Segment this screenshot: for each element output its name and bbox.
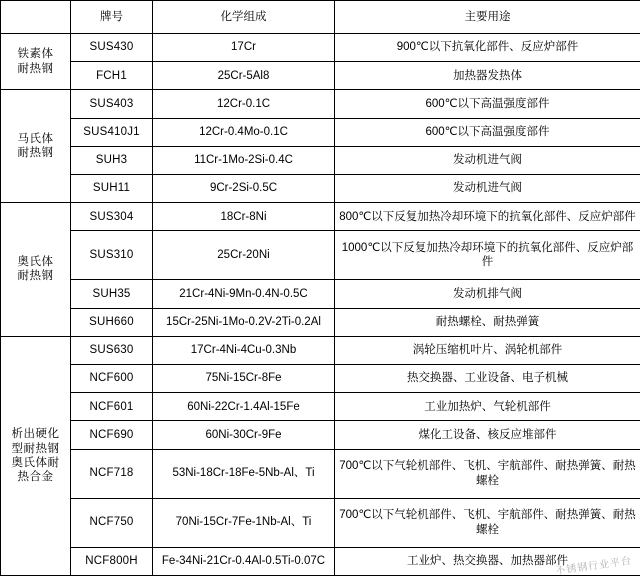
table-header [1, 1, 640, 34]
grade-cell: NCF600 [71, 364, 153, 392]
grade-cell: NCF601 [71, 393, 153, 421]
category-line: 耐热钢 [4, 146, 67, 160]
usage-cell: 煤化工设备、核反应堆部件 [335, 421, 640, 449]
grade-cell: SUS310 [71, 231, 153, 280]
usage-cell: 700℃以下气轮机部件、飞机、宇航部件、耐热弹簧、耐热螺栓 [335, 498, 640, 547]
table-body [1, 34, 640, 576]
composition-cell: 11Cr-1Mo-2Si-0.4C [153, 146, 335, 174]
composition-cell: 9Cr-2Si-0.5C [153, 174, 335, 202]
table-row [1, 90, 640, 118]
table-row [1, 393, 640, 421]
usage-cell: 800℃以下反复加热冷却环境下的抗氧化部件、反应炉部件 [335, 203, 640, 231]
usage-cell: 1000℃以下反复加热冷却环境下的抗氧化部件、反应炉部件 [335, 231, 640, 280]
usage-cell: 热交换器、工业设备、电子机械 [335, 364, 640, 392]
watermark-text: 不锈钢行业平台 [554, 552, 632, 577]
grade-cell: NCF690 [71, 421, 153, 449]
header-category [1, 1, 71, 34]
table-row [1, 547, 640, 575]
category-line: 奥氏体耐 [4, 456, 67, 470]
table-row [1, 231, 640, 280]
composition-cell: 53Ni-18Cr-18Fe-5Nb-Al、Ti [153, 449, 335, 498]
table-row [1, 421, 640, 449]
usage-cell: 发动机进气阀 [335, 146, 640, 174]
category-line: 奥氏体 [4, 255, 67, 269]
category-line: 析出硬化 [4, 427, 67, 441]
table-row [1, 34, 640, 62]
composition-cell: 15Cr-25Ni-1Mo-0.2V-2Ti-0.2Al [153, 308, 335, 336]
table-row [1, 280, 640, 308]
composition-cell: 12Cr-0.4Mo-0.1C [153, 118, 335, 146]
composition-cell: 25Cr-20Ni [153, 231, 335, 280]
category-line: 型耐热钢 [4, 442, 67, 456]
composition-cell: 18Cr-8Ni [153, 203, 335, 231]
grade-cell: NCF718 [71, 449, 153, 498]
grade-cell: SUH3 [71, 146, 153, 174]
category-cell [1, 336, 71, 575]
category-cell [1, 90, 71, 203]
usage-cell: 工业加热炉、气轮机部件 [335, 393, 640, 421]
table-row [1, 174, 640, 202]
composition-cell: 60Ni-22Cr-1.4Al-15Fe [153, 393, 335, 421]
usage-cell: 600℃以下高温强度部件 [335, 90, 640, 118]
grade-cell: SUS304 [71, 203, 153, 231]
grade-cell: FCH1 [71, 62, 153, 90]
usage-cell: 发动机进气阀 [335, 174, 640, 202]
grade-cell: SUH11 [71, 174, 153, 202]
category-line: 马氏体 [4, 132, 67, 146]
grade-cell: SUS403 [71, 90, 153, 118]
header-grade: 牌号 [71, 1, 153, 34]
usage-cell: 工业炉、热交换器、加热器部件 [335, 547, 640, 575]
table-row [1, 62, 640, 90]
grade-cell: SUS630 [71, 336, 153, 364]
category-line: 热合金 [4, 470, 67, 484]
usage-cell: 涡轮压缩机叶片、涡轮机部件 [335, 336, 640, 364]
grade-cell: SUH660 [71, 308, 153, 336]
grade-cell: SUH35 [71, 280, 153, 308]
composition-cell: 25Cr-5Al8 [153, 62, 335, 90]
table-row [1, 364, 640, 392]
usage-cell: 600℃以下高温强度部件 [335, 118, 640, 146]
category-line: 耐热钢 [4, 62, 67, 76]
composition-cell: Fe-34Ni-21Cr-0.4Al-0.5Ti-0.07C [153, 547, 335, 575]
usage-cell: 加热器发热体 [335, 62, 640, 90]
category-line: 铁素体 [4, 47, 67, 61]
grade-cell: SUS410J1 [71, 118, 153, 146]
usage-cell: 700℃以下气轮机部件、飞机、宇航部件、耐热弹簧、耐热螺栓 [335, 449, 640, 498]
table-row [1, 449, 640, 498]
header-composition: 化学组成 [153, 1, 335, 34]
category-line: 耐热钢 [4, 269, 67, 283]
table-row [1, 308, 640, 336]
grade-cell: NCF800H [71, 547, 153, 575]
header-usage: 主要用途 [335, 1, 640, 34]
table-row [1, 203, 640, 231]
composition-cell: 17Cr-4Ni-4Cu-0.3Nb [153, 336, 335, 364]
table-header-row [1, 1, 640, 34]
usage-cell: 900℃以下抗氧化部件、反应炉部件 [335, 34, 640, 62]
composition-cell: 21Cr-4Ni-9Mn-0.4N-0.5C [153, 280, 335, 308]
composition-cell: 70Ni-15Cr-7Fe-1Nb-Al、Ti [153, 498, 335, 547]
grade-cell: NCF750 [71, 498, 153, 547]
composition-cell: 75Ni-15Cr-8Fe [153, 364, 335, 392]
category-cell [1, 203, 71, 337]
category-cell [1, 34, 71, 90]
usage-cell: 发动机排气阀 [335, 280, 640, 308]
table-row [1, 146, 640, 174]
table-row [1, 118, 640, 146]
composition-cell: 60Ni-30Cr-9Fe [153, 421, 335, 449]
composition-cell: 12Cr-0.1C [153, 90, 335, 118]
usage-cell: 耐热螺栓、耐热弹簧 [335, 308, 640, 336]
table-row [1, 498, 640, 547]
grade-cell: SUS430 [71, 34, 153, 62]
table-row [1, 336, 640, 364]
composition-cell: 17Cr [153, 34, 335, 62]
